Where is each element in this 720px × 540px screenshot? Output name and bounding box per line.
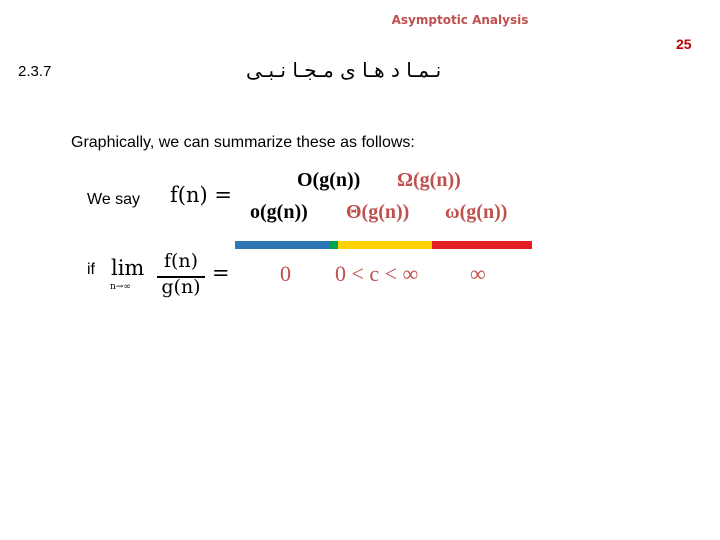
limit-value-constant: 0 < c < ∞ [335,261,419,286]
range-bar-green [330,241,338,249]
function-lhs: f(n) = [170,183,232,207]
limit-subscript: n→∞ [110,282,131,292]
header-title: Asymptotic Analysis [391,13,529,27]
big-o-notation: O(g(n)) [297,169,361,191]
big-omega-notation: Ω(g(n)) [397,169,461,191]
limit-operator: lim [111,256,145,280]
range-bar-yellow [336,241,432,249]
limit-value-infinity: ∞ [470,261,486,286]
we-say-label: We say [87,191,141,208]
intro-text: Graphically, we can summarize these as follows: [71,134,415,151]
page-number: 25 [676,36,692,52]
section-title: نـمـا د هـا ی مـجـا نـبـی [246,58,442,82]
if-label: if [87,261,95,278]
limit-equals: = [212,261,230,285]
big-theta-notation: Θ(g(n)) [346,201,410,223]
small-omega-notation: ω(g(n)) [445,201,508,223]
range-bar-blue [235,241,330,249]
fraction-denominator: g(n) [161,276,201,298]
fraction-numerator: f(n) [163,250,199,272]
section-number: 2.3.7 [18,63,52,80]
range-bar-red [432,241,532,249]
limit-value-zero: 0 [280,261,291,286]
small-o-notation: o(g(n)) [250,201,308,223]
